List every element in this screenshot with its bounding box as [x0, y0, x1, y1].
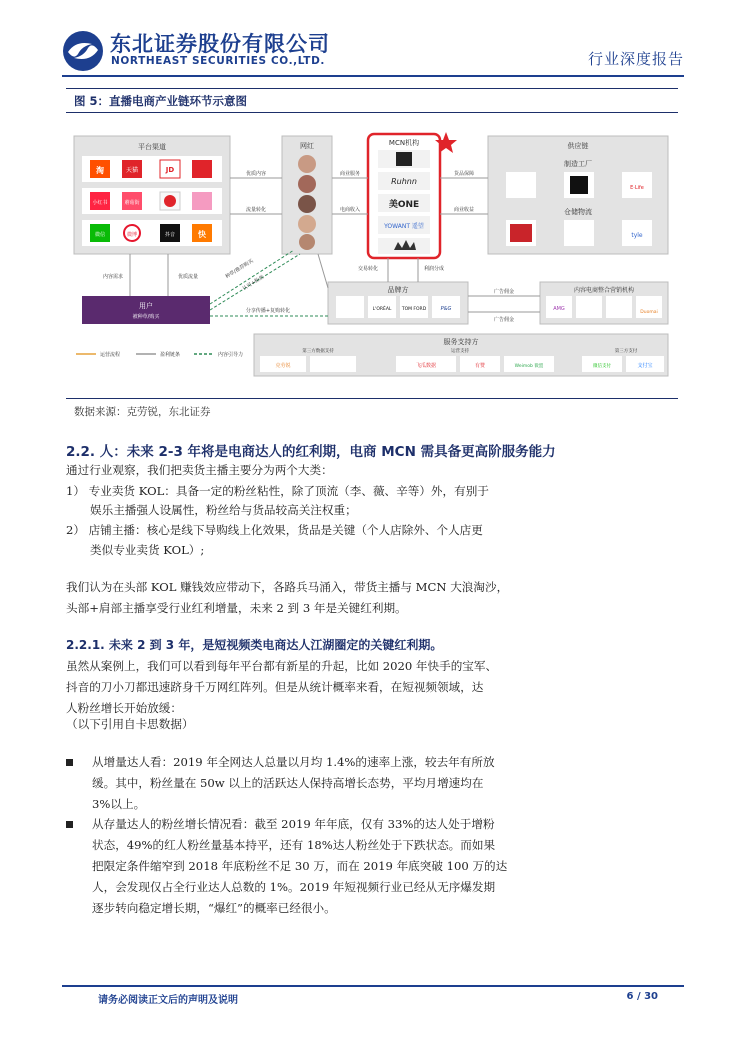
feigua-logo: 飞瓜数据	[415, 363, 437, 369]
warehouse-label: 仓储物流	[564, 208, 592, 216]
xiaohongshu-icon: 小红书	[92, 200, 108, 206]
svg-text:利润分成: 利润分成	[423, 266, 445, 272]
ruhnn-logo: Ruhnn	[391, 177, 417, 186]
bullet-square-icon	[66, 821, 73, 828]
influencer-box-label: 网红	[300, 142, 314, 150]
section-2-2-1-line2: 抖音的刀小刀都迅速跻身千万网红阵列。但是从统计概率来看，在短视频领域，达	[66, 680, 484, 694]
svg-text:商业服务: 商业服务	[339, 171, 361, 177]
weibo-icon: 微博	[126, 232, 138, 238]
svg-text:交易转化: 交易转化	[357, 266, 379, 272]
company-name-en: NORTHEAST SECURITIES CO.,LTD.	[111, 55, 325, 67]
mogujie-icon: 蘑菇街	[124, 200, 140, 206]
bullet-square-icon	[66, 759, 73, 766]
youzan-logo: 有赞	[474, 363, 486, 369]
factory-logo-3: E·Life	[630, 185, 644, 191]
svg-text:电商收入: 电商收入	[339, 207, 361, 213]
meione-logo: 美ONE	[388, 200, 420, 210]
user-label: 用户	[139, 302, 153, 310]
mcn-box-label: MCN机构	[388, 139, 420, 147]
svg-text:种草/推荐购买: 种草/推荐购买	[224, 258, 255, 281]
figure-bottom-rule	[66, 398, 678, 399]
svg-text:第三方数据支持: 第三方数据支持	[302, 349, 334, 354]
wechat-pay-logo: 微信支付	[593, 364, 611, 369]
report-type: 行业深度报告	[587, 50, 684, 68]
svg-text:内容需求: 内容需求	[102, 274, 124, 280]
section-2-2-1-line1: 虽然从案例上，我们可以看到每年平台都有新星的升起，比如 2020 年快手的宝军、	[66, 659, 498, 673]
figure-source: 数据来源：克劳锐，东北证券	[74, 406, 211, 418]
header-divider	[62, 75, 684, 77]
agency-box-label: 内容电商整合营销机构	[573, 287, 635, 294]
jd-icon: JD	[165, 166, 175, 174]
section-2-2-para2-line2: 头部+肩部主播享受行业红利增量，未来 2 到 3 年是关键红利期。	[66, 601, 407, 615]
svg-text:内容引导力: 内容引导力	[218, 352, 244, 358]
factory-label: 制造工厂	[564, 160, 592, 168]
influencer-box	[282, 136, 332, 254]
figure-top-rule	[66, 88, 678, 89]
list-item-1-line1: 1） 专业卖货 KOL：具备一定的粉丝粘性，除了顶流（李、薇、辛等）外，有别于	[66, 484, 489, 498]
svg-text:认可+粉丝: 认可+粉丝	[241, 274, 266, 293]
yowant-logo: YOWANT 遥望	[384, 223, 424, 230]
svg-text:第三方支付: 第三方支付	[614, 349, 638, 354]
svg-text:广告佣金: 广告佣金	[493, 289, 515, 295]
kuaishou-icon: 快	[198, 230, 206, 239]
alipay-logo: 支付宝	[637, 363, 653, 369]
diagram-legend	[76, 351, 243, 358]
platform-box-label: 平台渠道	[138, 143, 166, 151]
svg-text:运营流程: 运营流程	[100, 352, 121, 358]
douyin-icon: 抖音	[164, 232, 176, 238]
tomford-logo: TOM FORD	[401, 307, 427, 312]
svg-text:盈利链条: 盈利链条	[160, 352, 181, 358]
page-number: 6 / 30	[626, 991, 658, 1002]
svg-text:优质内容: 优质内容	[245, 171, 267, 177]
amg-logo: AMG	[553, 306, 565, 312]
svg-text:流量转化: 流量转化	[245, 207, 267, 213]
bullet-incremental: 从增量达人看：2019 年全网达人总量以月均 1.4%的速率上涨，较去年有所放 缓。其中，粉丝量在 50w 以上的活跃达人保持高增长态势，平均月增速均在 3%以上。	[66, 752, 666, 816]
svg-text:货品保障: 货品保障	[453, 171, 475, 177]
brand-box-label: 品牌方	[387, 286, 409, 294]
company-logo-icon	[62, 30, 104, 72]
tmall-icon: 天猫	[125, 167, 139, 174]
svg-text:分享传播+复购转化: 分享传播+复购转化	[245, 308, 291, 314]
duomai-logo: Duomai	[640, 310, 658, 315]
platform-box	[74, 136, 230, 254]
agency-box	[540, 282, 668, 324]
bullet-stock: 从存量达人的粉丝增长情况看：截至 2019 年年底，仅有 33%的达人处于增粉 状态，49%的红人粉丝量基本持平，还有 18%达人粉丝处于下跌状态。而如果 把限定条件缩窄到 2018 年底粉丝不足 30 万，而在 2019 年底突破 100 万的达 人，会发现仅占全行业达人总数的 1%。2019 年短视频行业已经从无序爆发期 逐步转向稳定增长期，“爆红”的概率已经很小。	[66, 814, 666, 920]
section-2-2-1-heading: 2.2.1. 未来 2 到 3 年，是短视频类电商达人江湖圈定的关键红利期。	[66, 638, 443, 652]
user-sublabel: 被种草/购买	[132, 314, 160, 320]
loreal-logo: L'ORÉAL	[372, 307, 392, 312]
supply-chain-box	[488, 136, 668, 254]
company-name-cn: 东北证券股份有限公司	[110, 32, 330, 56]
section-2-2-1-line4: （以下引用自卡思数据）	[66, 717, 194, 731]
supply-chain-label: 供应链	[567, 142, 589, 150]
svg-text:运营支持: 运营支持	[451, 349, 469, 354]
svg-text:广告佣金: 广告佣金	[493, 317, 515, 323]
figure-title-rule	[66, 112, 678, 113]
figure-title: 图 5：直播电商产业链环节示意图	[74, 94, 248, 108]
svg-text:商业收益: 商业收益	[453, 207, 475, 213]
list-item-2-line2: 类似专业卖货 KOL）;	[90, 543, 205, 557]
weimob-logo: Weimob 微盟	[514, 364, 544, 369]
section-2-2-heading: 2.2. 人：未来 2-3 年将是电商达人的红利期，电商 MCN 需具备更高阶服务能力	[66, 444, 556, 460]
service-box	[254, 334, 668, 376]
section-2-2-1-line3: 人粉丝增长开始放缓：	[66, 701, 182, 715]
section-2-2-intro: 通过行业观察，我们把卖货主播主要分为两个大类：	[66, 463, 333, 477]
section-2-2-para2-line1: 我们认为在头部 KOL 赚钱效应带动下，各路兵马涌入，带货主播与 MCN 大浪淘沙，	[66, 580, 509, 594]
pg-logo: P&G	[440, 306, 452, 312]
wechat-icon: 微信	[94, 232, 106, 238]
service-box-label: 服务支持方	[443, 338, 479, 346]
footer-divider	[62, 985, 684, 987]
list-item-2-line1: 2） 店铺主播：核心是线下导购线上化效果，货品是关键（个人店除外、个人店更	[66, 523, 483, 537]
report-header	[62, 26, 684, 74]
list-item-1-line2: 娱乐主播强人设属性，粉丝给与货品较高关注权重；	[90, 503, 357, 517]
user-box	[82, 296, 210, 324]
brand-box	[328, 282, 468, 324]
taobao-icon: 淘	[96, 166, 104, 175]
footer-disclaimer: 请务必阅读正文后的声明及说明	[98, 995, 238, 1006]
mcn-box	[368, 132, 457, 258]
svg-text:优质流量: 优质流量	[177, 274, 199, 280]
warehouse-logo-3: tyle	[631, 232, 643, 239]
industry-chain-diagram	[68, 128, 674, 394]
topklout-logo: 克劳锐	[275, 363, 291, 369]
